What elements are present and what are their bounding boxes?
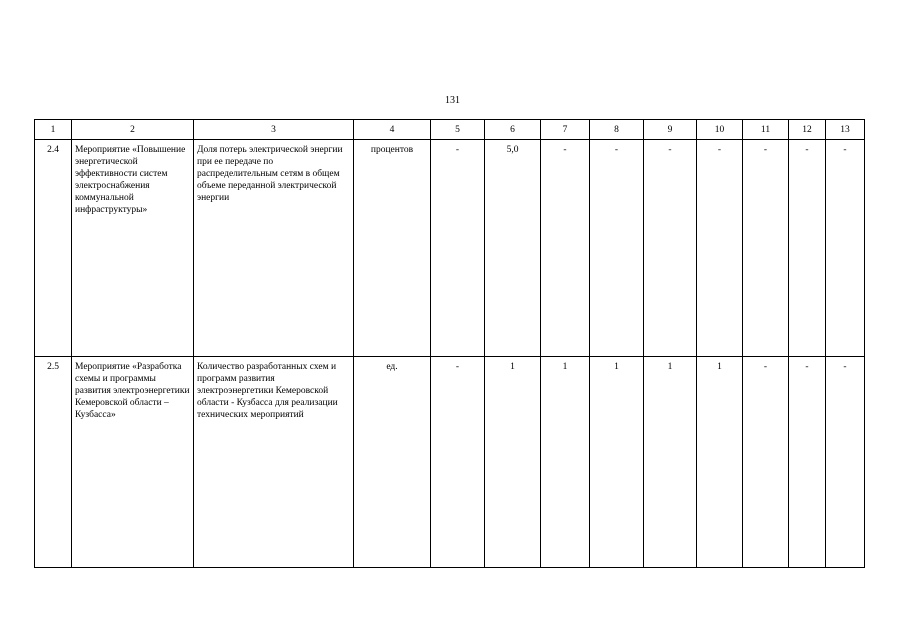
- value-cell: -: [789, 140, 826, 357]
- page-number: 131: [445, 95, 460, 106]
- table-row: [35, 140, 865, 357]
- event-name: Мероприятие «Повышение энергетической эффективности систем электроснабжения коммунальной инфраструктуры»: [72, 140, 194, 357]
- header-cell: 13: [826, 120, 865, 140]
- header-cell: 11: [743, 120, 789, 140]
- table-row: [35, 357, 865, 568]
- header-cell: 9: [644, 120, 697, 140]
- unit: ед.: [354, 357, 431, 568]
- value-cell: -: [789, 357, 826, 568]
- value-cell: -: [590, 140, 644, 357]
- header-cell: 10: [697, 120, 743, 140]
- event-name: Мероприятие «Разработка схемы и программы развития электроэнергетики Кемеровской области – Кузбасса»: [72, 357, 194, 568]
- value-cell: -: [431, 357, 485, 568]
- header-cell: 12: [789, 120, 826, 140]
- header-cell: 1: [35, 120, 72, 140]
- value-cell: 1: [590, 357, 644, 568]
- value-cell: -: [826, 357, 865, 568]
- value-cell: -: [743, 357, 789, 568]
- value-cell: 1: [644, 357, 697, 568]
- header-cell: 5: [431, 120, 485, 140]
- header-cell: 6: [485, 120, 541, 140]
- value-cell: -: [826, 140, 865, 357]
- value-cell: -: [743, 140, 789, 357]
- value-cell: -: [697, 140, 743, 357]
- header-cell: 8: [590, 120, 644, 140]
- header-cell: 4: [354, 120, 431, 140]
- value-cell: 1: [485, 357, 541, 568]
- value-cell: -: [431, 140, 485, 357]
- header-cell: 3: [194, 120, 354, 140]
- indicator-name: Количество разработанных схем и программ развития электроэнергетики Кемеровской области - Кузбасса для реализации технических мероприятий: [194, 357, 354, 568]
- table-header-row: [35, 120, 865, 140]
- row-number: 2.4: [35, 140, 72, 357]
- value-cell: -: [541, 140, 590, 357]
- value-cell: 5,0: [485, 140, 541, 357]
- header-cell: 7: [541, 120, 590, 140]
- indicator-name: Доля потерь электрической энергии при ее передаче по распределительным сетям в общем объеме переданной электрической энергии: [194, 140, 354, 357]
- row-number: 2.5: [35, 357, 72, 568]
- value-cell: 1: [697, 357, 743, 568]
- value-cell: -: [644, 140, 697, 357]
- unit: процентов: [354, 140, 431, 357]
- header-cell: 2: [72, 120, 194, 140]
- indicators-table: [34, 119, 865, 568]
- value-cell: 1: [541, 357, 590, 568]
